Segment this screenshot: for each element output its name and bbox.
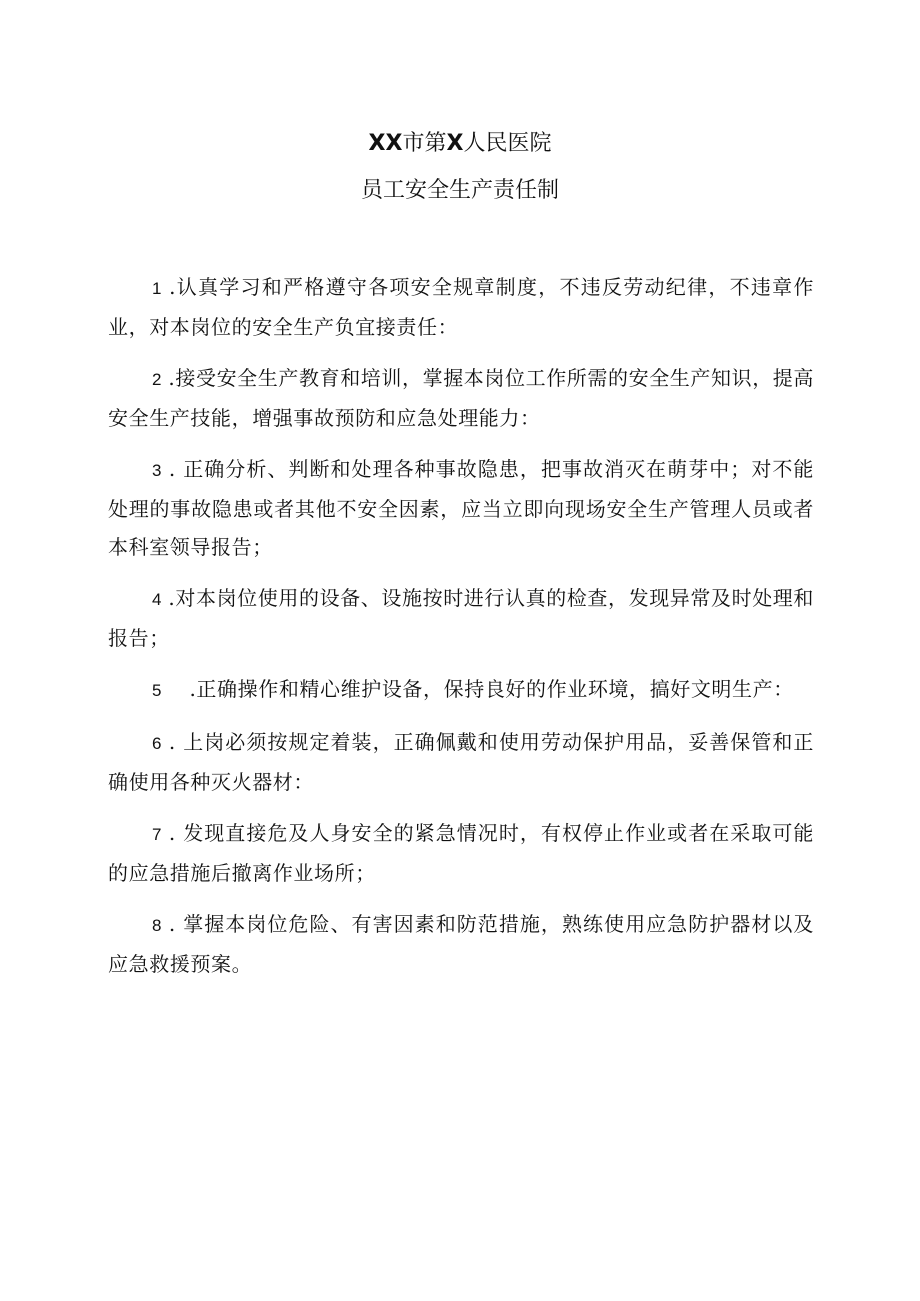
item-number: 6 <box>152 734 162 753</box>
item-number: 3 <box>152 461 162 480</box>
list-item <box>108 579 814 657</box>
item-text: .接受安全生产教育和培训，掌握本岗位工作所需的安全生产知识，提高安全生产技能，增强事故预防和应急处理能力： <box>108 366 814 430</box>
title-prefix: XX <box>368 131 403 156</box>
list-item <box>108 670 814 710</box>
item-number: 1 <box>152 279 162 298</box>
item-number: 2 <box>152 370 162 389</box>
hospital-title <box>0 128 920 160</box>
list-item <box>108 268 814 346</box>
list-item <box>108 814 814 892</box>
item-text: . 正确分析、判断和处理各种事故隐患，把事故消灭在萌芽中；对不能处理的事故隐患或者其他不安全因素，应当立即向现场安全生产管理人员或者本科室领导报告； <box>108 457 814 559</box>
responsibility-list <box>108 268 814 996</box>
item-text: .对本岗位使用的设备、设施按时进行认真的检查，发现异常及时处理和报告； <box>108 586 814 650</box>
item-number: 4 <box>152 590 162 609</box>
title-middle: 市第 <box>402 131 447 156</box>
item-text: .认真学习和严格遵守各项安全规章制度，不违反劳动纪律，不违章作业，对本岗位的安全生产负宜接责任： <box>108 275 814 339</box>
item-number: 7 <box>152 825 162 844</box>
list-item <box>108 723 814 801</box>
document-subtitle: 员工安全生产责任制 <box>360 178 559 203</box>
title-suffix: 人民医院 <box>463 131 552 156</box>
item-number: 5 <box>152 681 162 700</box>
list-item <box>108 359 814 437</box>
item-text: .正确操作和精心维护设备，保持良好的作业环境，搞好文明生产： <box>189 677 794 701</box>
list-item <box>108 905 814 983</box>
title-x: X <box>446 131 464 156</box>
item-number: 8 <box>152 916 162 935</box>
title-block <box>0 128 920 207</box>
item-text: . 上岗必须按规定着装，正确佩戴和使用劳动保护用品，妥善保管和正确使用各种灭火器材： <box>108 730 814 794</box>
item-text: . 掌握本岗位危险、有害因素和防范措施，熟练使用应急防护器材以及应急救援预案。 <box>108 912 814 976</box>
list-item <box>108 450 814 566</box>
item-text: . 发现直接危及人身安全的紧急情况时，有权停止作业或者在采取可能的应急措施后撤离作业场所； <box>108 821 814 885</box>
